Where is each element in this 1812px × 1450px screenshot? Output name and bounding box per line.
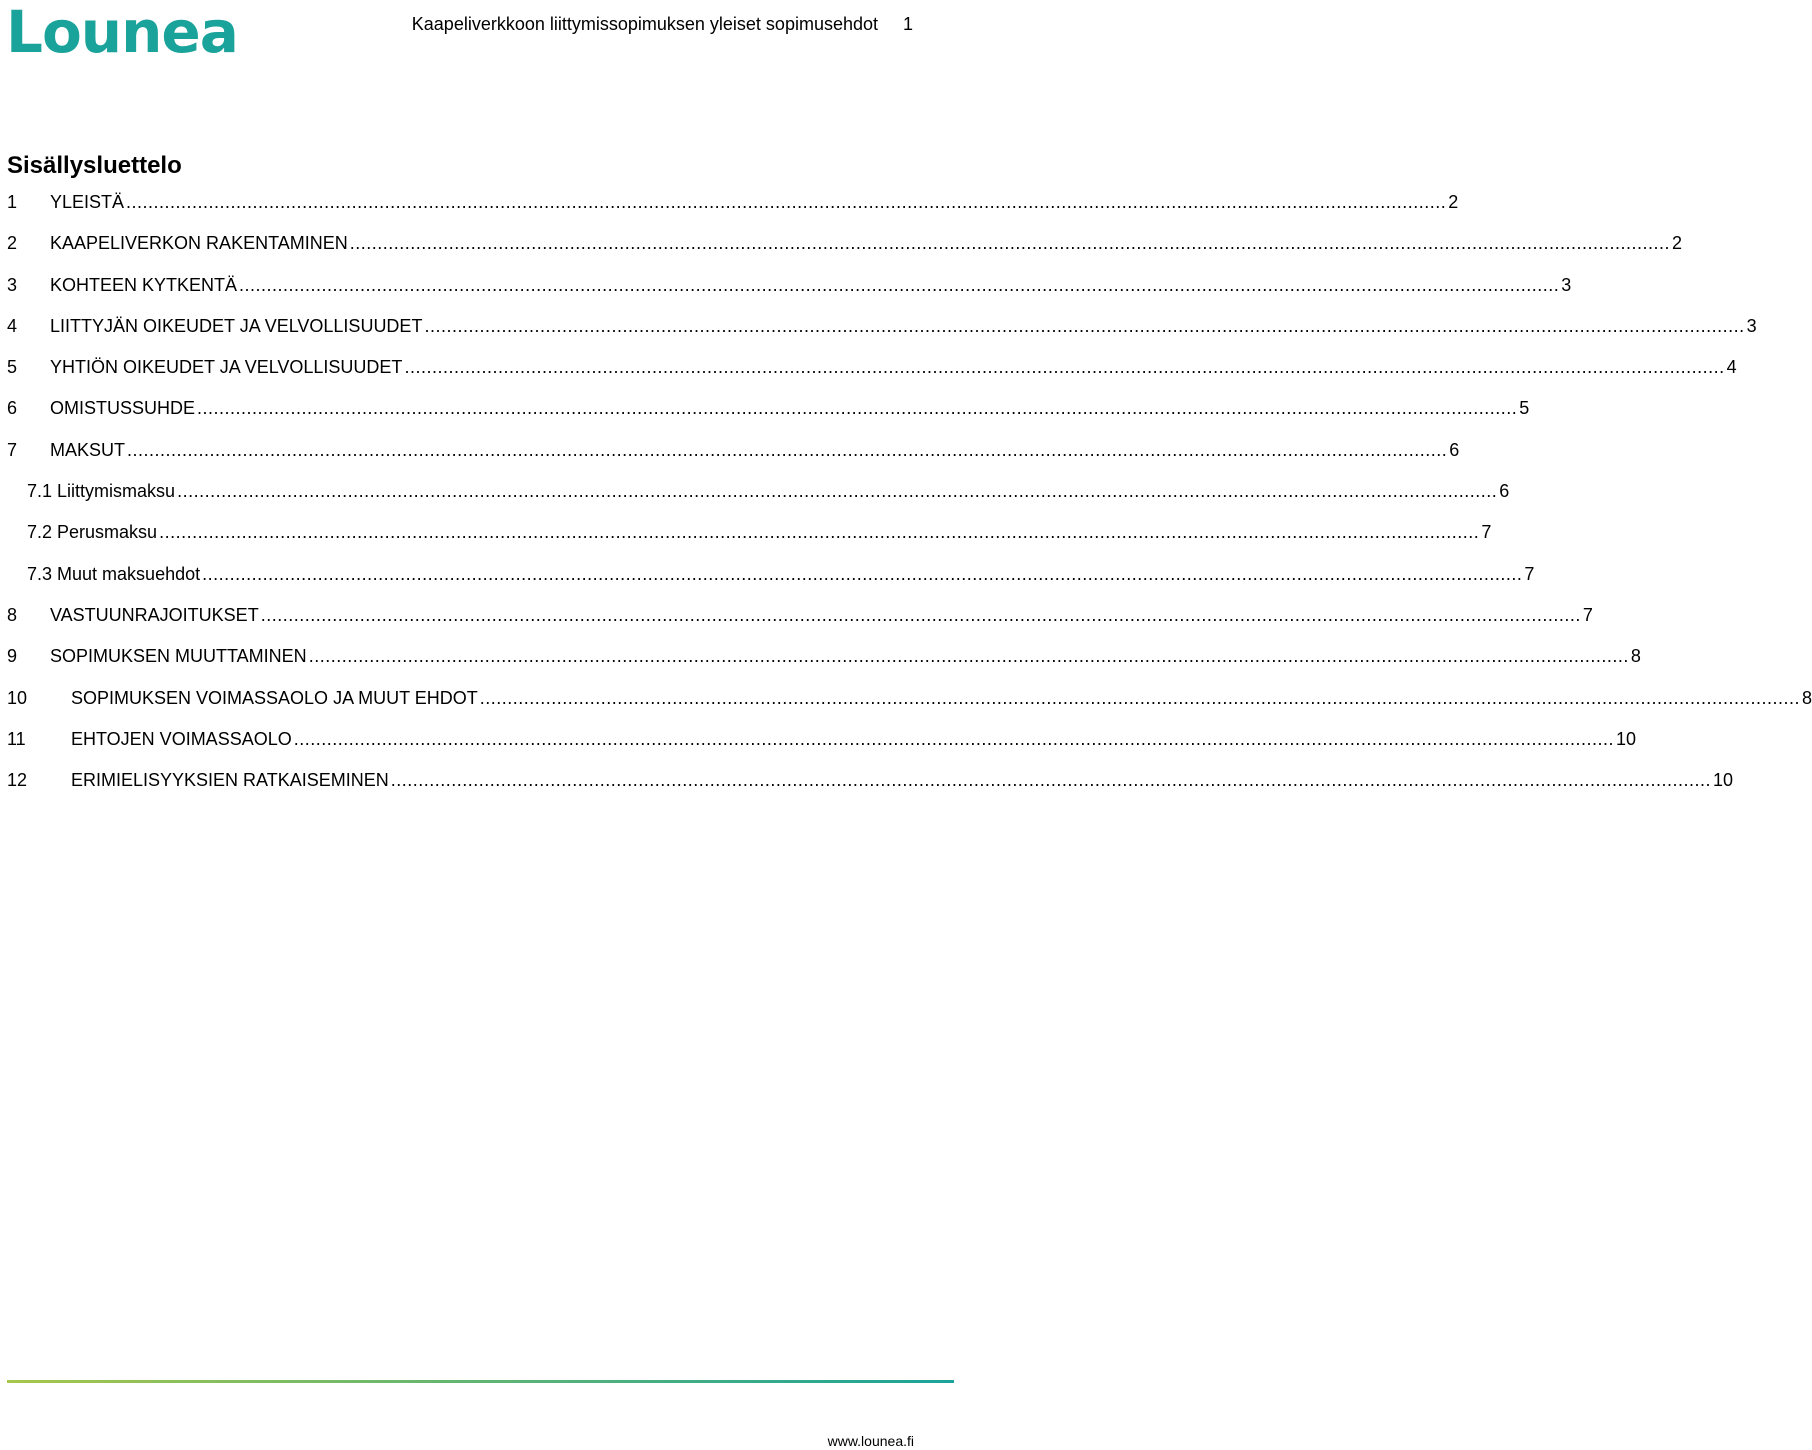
toc-entry-page: 8 xyxy=(1630,646,1641,667)
toc-entry-title: SOPIMUKSEN MUUTTAMINEN xyxy=(50,646,307,667)
toc-entry-number: 8 xyxy=(7,604,18,625)
toc-subentry[interactable] xyxy=(7,559,1535,600)
toc-entry-page: 7 xyxy=(1524,563,1535,584)
toc-entry-page: 2 xyxy=(1671,233,1682,254)
toc-entry-title: Perusmaksu xyxy=(57,522,158,543)
footer-website-link[interactable]: www.lounea.fi xyxy=(827,1433,914,1449)
dot-leader: ................................................................................................................................................................................................................................................ xyxy=(308,646,1629,667)
dot-leader: ................................................................................................................................................................................................................................................ xyxy=(202,563,1523,584)
toc-entry-page: 5 xyxy=(1519,398,1530,419)
dot-leader: ................................................................................................................................................................................................................................................ xyxy=(404,357,1725,378)
dot-leader: ................................................................................................................................................................................................................................................ xyxy=(424,315,1745,336)
toc-subentry[interactable] xyxy=(7,517,1492,558)
toc-entry-page: 8 xyxy=(1801,687,1812,708)
toc-entry[interactable] xyxy=(7,270,1572,311)
toc-entry-title: YHTIÖN OIKEUDET JA VELVOLLISUUDET xyxy=(50,357,403,378)
toc-entry-page: 7 xyxy=(1582,604,1593,625)
toc-entry-number: 7 xyxy=(7,439,18,460)
dot-leader: ................................................................................................................................................................................................................................................ xyxy=(293,728,1614,749)
dot-leader: ................................................................................................................................................................................................................................................ xyxy=(127,439,1448,460)
toc-entry-title: MAKSUT xyxy=(50,439,126,460)
toc-entry-number: 1 xyxy=(7,192,18,212)
toc-entry-page: 3 xyxy=(1561,274,1572,295)
toc-entry-number: 7.3 xyxy=(27,563,53,584)
document-title: Kaapeliverkkoon liittymissopimuksen yleiset sopimusehdot xyxy=(411,14,878,34)
toc-entry-page: 10 xyxy=(1712,770,1734,791)
dot-leader: ................................................................................................................................................................................................................................................ xyxy=(197,398,1518,419)
toc-entry-number: 2 xyxy=(7,233,18,254)
footer-divider xyxy=(7,1380,954,1383)
toc-entry-number: 9 xyxy=(7,646,18,667)
toc-entry-number: 11 xyxy=(7,728,26,749)
toc-entry[interactable] xyxy=(7,311,1757,352)
toc-entry-title: VASTUUNRAJOITUKSET xyxy=(50,604,259,625)
toc-entry-number: 10 xyxy=(7,687,28,708)
toc-entry-page: 10 xyxy=(1615,728,1636,749)
toc-entry[interactable] xyxy=(7,724,1636,765)
toc-entry[interactable] xyxy=(7,683,1812,724)
toc-entry-title: KOHTEEN KYTKENTÄ xyxy=(50,274,238,295)
toc-entry-number: 7.2 xyxy=(27,522,53,543)
dot-leader: ................................................................................................................................................................................................................................................ xyxy=(126,192,1447,212)
dot-leader: ................................................................................................................................................................................................................................................ xyxy=(177,481,1498,502)
toc-entry-number: 4 xyxy=(7,315,18,336)
toc-entry-number: 5 xyxy=(7,357,18,378)
toc-entry-page: 7 xyxy=(1481,522,1492,543)
dot-leader: ................................................................................................................................................................................................................................................ xyxy=(159,522,1480,543)
toc-entry[interactable] xyxy=(7,641,1641,682)
toc-entry-title: Muut maksuehdot xyxy=(57,563,201,584)
toc-entry[interactable] xyxy=(7,435,1460,476)
toc-entry-title: Liittymismaksu xyxy=(57,481,176,502)
toc-entry-title: OMISTUSSUHDE xyxy=(50,398,196,419)
toc-entry-page: 6 xyxy=(1499,481,1510,502)
toc-entry[interactable] xyxy=(7,228,1682,269)
dot-leader: ................................................................................................................................................................................................................................................ xyxy=(260,604,1581,625)
toc-entry-title: YLEISTÄ xyxy=(50,192,125,212)
toc-entry[interactable] xyxy=(7,600,1593,641)
toc-entry-number: 3 xyxy=(7,274,18,295)
toc-entry-number: 12 xyxy=(7,770,28,791)
toc-entry[interactable] xyxy=(7,187,1459,228)
toc-entry-title: KAAPELIVERKON RAKENTAMINEN xyxy=(50,233,348,254)
toc-entry-title: SOPIMUKSEN VOIMASSAOLO JA MUUT EHDOT xyxy=(71,687,478,708)
page-number: 1 xyxy=(902,14,913,34)
toc-entry[interactable] xyxy=(7,393,1530,434)
toc-entry[interactable] xyxy=(7,765,1734,806)
table-of-contents xyxy=(7,187,1812,806)
dot-leader: ................................................................................................................................................................................................................................................ xyxy=(349,233,1670,254)
toc-entry-page: 2 xyxy=(1448,192,1459,212)
toc-entry-page: 4 xyxy=(1726,357,1737,378)
toc-entry-page: 6 xyxy=(1449,439,1460,460)
toc-subentry[interactable] xyxy=(7,476,1510,517)
toc-entry-title: EHTOJEN VOIMASSAOLO xyxy=(71,728,292,749)
toc-entry-page: 3 xyxy=(1746,315,1757,336)
toc-heading: Sisällysluettelo xyxy=(7,152,182,179)
lounea-logo: Lounea xyxy=(6,0,238,66)
dot-leader: ................................................................................................................................................................................................................................................ xyxy=(390,770,1711,791)
toc-entry-number: 7.1 xyxy=(27,481,53,502)
dot-leader: ................................................................................................................................................................................................................................................ xyxy=(239,274,1560,295)
toc-entry-title: ERIMIELISYYKSIEN RATKAISEMINEN xyxy=(71,770,389,791)
toc-entry-title: LIITTYJÄN OIKEUDET JA VELVOLLISUUDET xyxy=(50,315,423,336)
toc-entry-number: 6 xyxy=(7,398,18,419)
dot-leader: ................................................................................................................................................................................................................................................ xyxy=(479,687,1800,708)
toc-entry[interactable] xyxy=(7,352,1737,393)
